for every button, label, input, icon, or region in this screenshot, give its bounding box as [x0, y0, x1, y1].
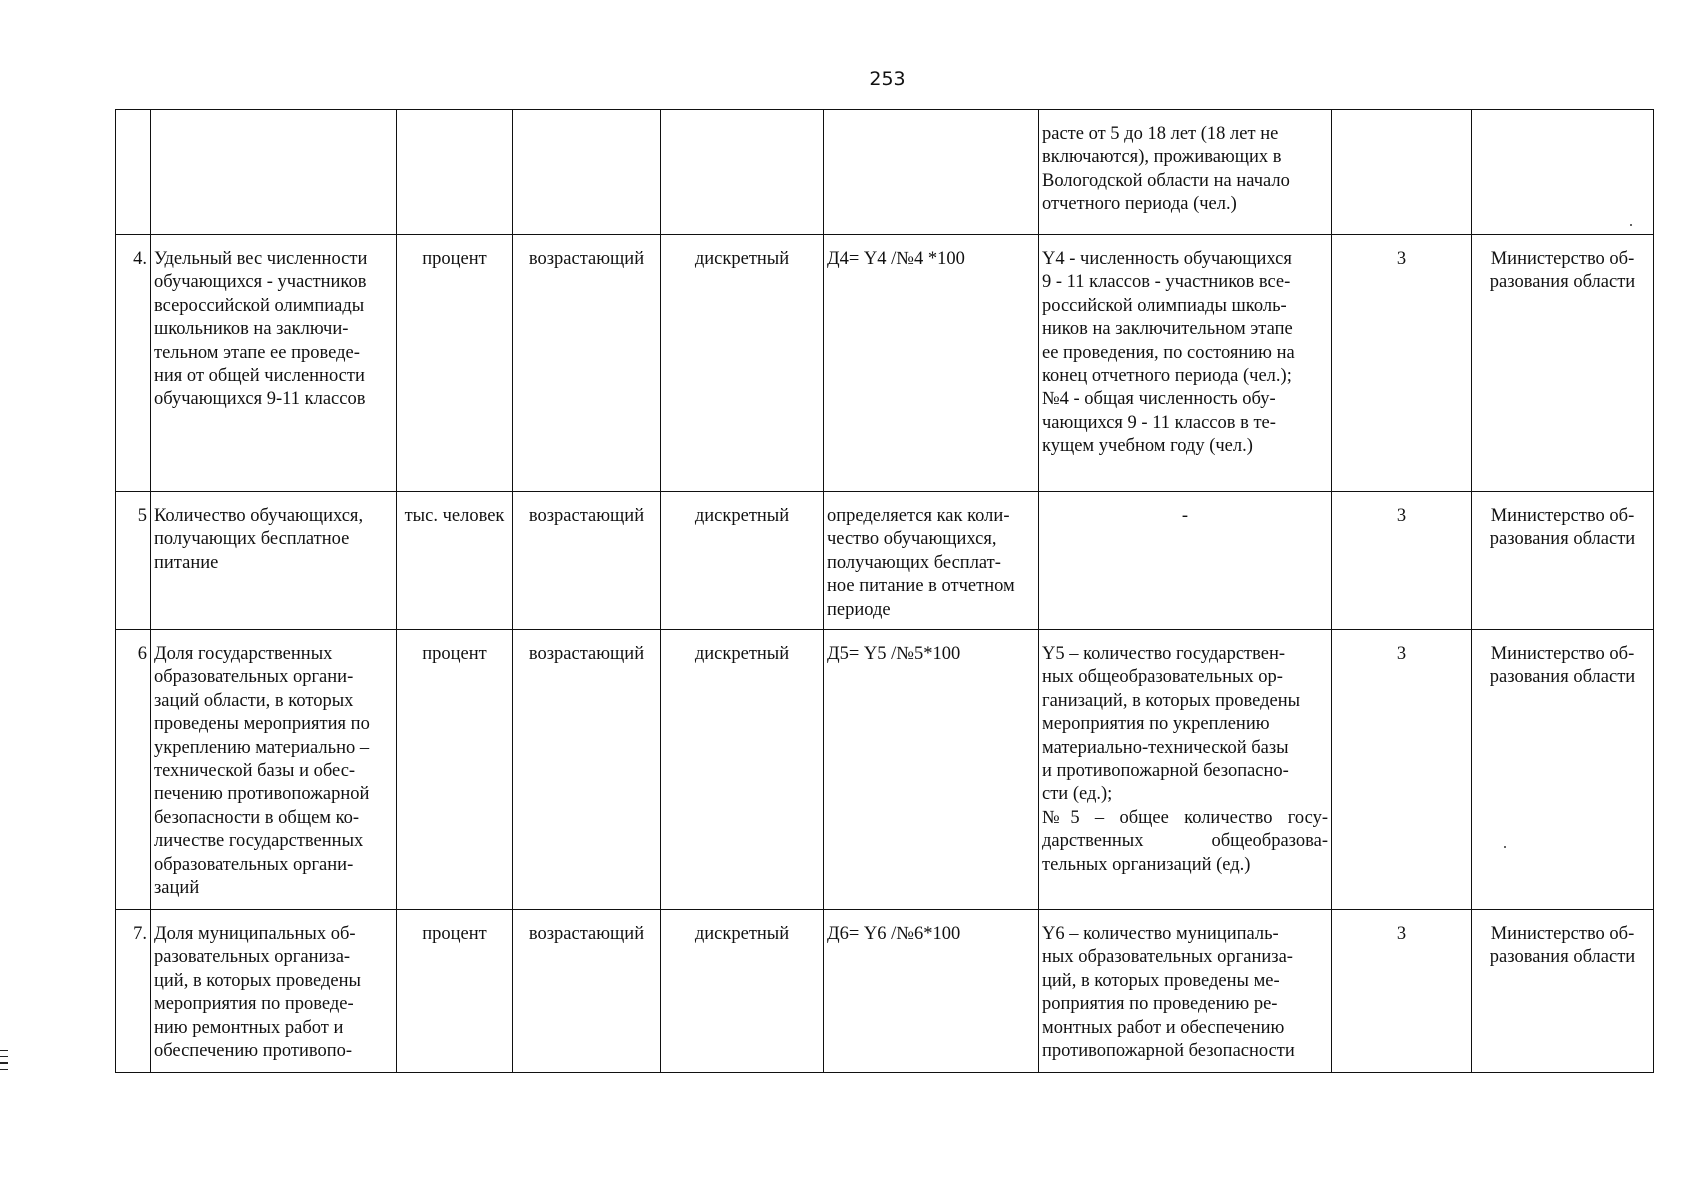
indicator-name-line: ния от общей численности: [154, 366, 365, 387]
formula-cell: [824, 110, 1039, 235]
formula-line: периоде: [827, 599, 891, 620]
base-indicators-line: Вологодской области на начало: [1042, 170, 1290, 191]
unit-of-measure-cell: [397, 910, 513, 1073]
indicator-name-cell: [151, 630, 397, 910]
formula-line: получающих бесплат-: [827, 552, 1001, 573]
formula-line: чество обучающихся,: [827, 529, 997, 550]
collection-method-cell: [1332, 235, 1472, 492]
base-indicators-line: 9 - 11 классов - участников все-: [1042, 272, 1291, 293]
base-indicators-line: -: [1181, 506, 1189, 526]
indicator-name-cell: [151, 235, 397, 492]
collection-method-cell: [1332, 910, 1472, 1073]
base-indicators-line: мероприятия по укреплению: [1042, 714, 1270, 735]
base-indicators-line: роприятия по проведению ре-: [1042, 994, 1278, 1015]
responsible-body-line: Министерство об-: [1490, 644, 1635, 664]
responsible-body-line: разования области: [1489, 947, 1636, 968]
base-indicators-cell: [1039, 910, 1332, 1073]
formula-line: Д5= Y5 /№5*100: [827, 644, 961, 664]
base-indicators-line: №5 – общее количество госу-: [1042, 807, 1328, 828]
page-number: 253: [869, 68, 906, 90]
indicator-name-line: получающих бесплатное: [154, 529, 350, 550]
formula-line: Д6= Y6 /№6*100: [827, 924, 961, 944]
base-indicators-line: материально-технической базы: [1042, 737, 1289, 758]
formula-cell: [824, 235, 1039, 492]
indicators-table: [115, 109, 1654, 1073]
row-number-cell: [116, 235, 151, 492]
row-number: 6: [137, 644, 147, 664]
collection-method: 3: [1396, 506, 1407, 526]
base-indicators-line: включаются), проживающих в: [1042, 147, 1282, 168]
row-number: 7.: [133, 924, 147, 944]
indicator-name-line: печению противопожарной: [154, 784, 370, 805]
formula-cell: [824, 630, 1039, 910]
responsible-body-line: Министерство об-: [1490, 506, 1635, 526]
indicator-name-line: обучающихся 9-11 классов: [154, 389, 366, 410]
margin-marks: [0, 1050, 8, 1075]
table-row: [116, 235, 1654, 492]
responsible-body-line: Министерство об-: [1490, 924, 1635, 944]
indicator-name-cell: [151, 492, 397, 630]
indicator-name-line: технической базы и обес-: [154, 761, 356, 782]
unit-of-measure-cell: [397, 110, 513, 235]
formula-cell: [824, 492, 1039, 630]
base-indicators-line: Y4 - численность обучающихся: [1042, 249, 1292, 269]
base-indicators-cell: [1039, 492, 1332, 630]
row-number: 4.: [133, 249, 147, 269]
indicator-name-line: обеспечению противопо-: [154, 1041, 353, 1062]
indicator-name-line: питание: [154, 552, 219, 573]
dynamics-cell: [513, 910, 661, 1073]
base-indicators-line: сти (ед.);: [1042, 784, 1113, 805]
row-number-cell: [116, 630, 151, 910]
row-number-cell: [116, 110, 151, 235]
indicator-name-line: всероссийской олимпиады: [154, 295, 365, 316]
unit-of-measure-cell: [397, 235, 513, 492]
base-indicators-line: российской олимпиады школь-: [1042, 295, 1287, 316]
responsible-body-line: Министерство об-: [1490, 249, 1635, 269]
base-indicators-line: ганизаций, в которых проведены: [1042, 690, 1301, 711]
indicator-name-line: обучающихся - участников: [154, 272, 367, 293]
indicator-name-cell: [151, 910, 397, 1073]
row-number-cell: [116, 492, 151, 630]
indicator-type-cell: [661, 492, 824, 630]
indicator-name-line: заций: [154, 878, 200, 899]
formula-line: определяется как коли-: [827, 506, 1010, 526]
indicator-name-line: заций области, в которых: [154, 690, 354, 711]
base-indicators-line: ее проведения, по состоянию на: [1042, 342, 1295, 363]
collection-method: 3: [1396, 249, 1407, 269]
responsible-body-cell: [1472, 630, 1654, 910]
base-indicators-cell: [1039, 110, 1332, 235]
formula-line: ное питание в отчетном: [827, 576, 1015, 597]
unit-of-measure: тыс. человек: [404, 506, 505, 526]
indicator-name-line: образовательных органи-: [154, 667, 354, 688]
indicator-name-line: укреплению материально –: [154, 737, 370, 758]
collection-method-cell: [1332, 110, 1472, 235]
responsible-body-cell: [1472, 492, 1654, 630]
indicator-name-line: безопасности в общем ко-: [154, 807, 360, 828]
unit-of-measure-cell: [397, 492, 513, 630]
dynamics: возрастающий: [528, 644, 645, 664]
unit-of-measure: процент: [422, 644, 487, 664]
indicator-type: дискретный: [694, 924, 790, 944]
base-indicators-line: дарственных общеобразова-: [1042, 831, 1328, 852]
indicator-name-line: Доля государственных: [154, 644, 333, 664]
indicator-name-line: ций, в которых проведены: [154, 970, 361, 991]
responsible-body-cell: [1472, 235, 1654, 492]
base-indicators-line: тельных организаций (ед.): [1042, 854, 1251, 875]
table-row: [116, 630, 1654, 910]
base-indicators-line: кущем учебном году (чел.): [1042, 436, 1253, 457]
base-indicators-cell: [1039, 235, 1332, 492]
base-indicators-line: ных образовательных организа-: [1042, 947, 1293, 968]
responsible-body-line: разования области: [1489, 272, 1636, 293]
table-row: [116, 110, 1654, 235]
indicator-name-line: Удельный вес численности: [154, 249, 368, 269]
indicator-type: дискретный: [694, 249, 790, 269]
base-indicators-line: Y6 – количество муниципаль-: [1042, 924, 1279, 944]
collection-method: 3: [1396, 644, 1407, 664]
base-indicators-line: №4 - общая численность обу-: [1042, 389, 1276, 410]
row-number-cell: [116, 910, 151, 1073]
responsible-body-line: разования области: [1489, 529, 1636, 550]
unit-of-measure: процент: [422, 249, 487, 269]
base-indicators-line: расте от 5 до 18 лет (18 лет не: [1042, 124, 1279, 144]
indicator-type-cell: [661, 235, 824, 492]
indicator-name-line: разовательных организа-: [154, 947, 351, 968]
indicator-type: дискретный: [694, 644, 790, 664]
dynamics-cell: [513, 492, 661, 630]
base-indicators-line: чающихся 9 - 11 классов в те-: [1042, 412, 1276, 433]
table-row: [116, 492, 1654, 630]
indicator-type-cell: [661, 630, 824, 910]
collection-method-cell: [1332, 492, 1472, 630]
dynamics-cell: [513, 630, 661, 910]
indicator-type: дискретный: [694, 506, 790, 526]
base-indicators-line: монтных работ и обеспечению: [1042, 1017, 1285, 1038]
table-row: [116, 910, 1654, 1073]
indicator-name-cell: [151, 110, 397, 235]
responsible-body-cell: [1472, 110, 1654, 235]
base-indicators-line: ников на заключительном этапе: [1042, 319, 1293, 340]
indicator-type-cell: [661, 110, 824, 235]
dynamics-cell: [513, 110, 661, 235]
indicator-name-line: образовательных органи-: [154, 854, 354, 875]
dynamics: возрастающий: [528, 506, 645, 526]
scan-dot: [1504, 846, 1506, 848]
indicator-type-cell: [661, 910, 824, 1073]
collection-method-cell: [1332, 630, 1472, 910]
indicator-name-line: Доля муниципальных об-: [154, 924, 356, 944]
base-indicators-line: ций, в которых проведены ме-: [1042, 970, 1280, 991]
row-number: 5: [137, 506, 147, 526]
formula-cell: [824, 910, 1039, 1073]
responsible-body-cell: [1472, 910, 1654, 1073]
base-indicators-line: противопожарной безопасности: [1042, 1041, 1295, 1062]
base-indicators-line: конец отчетного периода (чел.);: [1042, 366, 1292, 387]
dynamics: возрастающий: [528, 249, 645, 269]
responsible-body-line: разования области: [1489, 667, 1636, 688]
indicator-name-line: тельном этапе ее проведе-: [154, 342, 360, 363]
base-indicators-line: и противопожарной безопасно-: [1042, 761, 1289, 782]
indicator-name-line: Количество обучающихся,: [154, 506, 364, 526]
indicator-name-line: проведены мероприятия по: [154, 714, 370, 735]
dynamics: возрастающий: [528, 924, 645, 944]
scan-dot: [1630, 224, 1632, 226]
indicator-name-line: школьников на заключи-: [154, 319, 349, 340]
unit-of-measure-cell: [397, 630, 513, 910]
indicator-name-line: мероприятия по проведе-: [154, 994, 354, 1015]
base-indicators-line: Y5 – количество государствен-: [1042, 644, 1286, 664]
indicator-name-line: нию ремонтных работ и: [154, 1017, 344, 1038]
unit-of-measure: процент: [422, 924, 487, 944]
base-indicators-cell: [1039, 630, 1332, 910]
dynamics-cell: [513, 235, 661, 492]
base-indicators-line: ных общеобразовательных ор-: [1042, 667, 1283, 688]
collection-method: 3: [1396, 924, 1407, 944]
formula-line: Д4= Y4 /№4 *100: [827, 249, 965, 269]
base-indicators-line: отчетного периода (чел.): [1042, 194, 1237, 215]
indicator-name-line: личестве государственных: [154, 831, 364, 852]
